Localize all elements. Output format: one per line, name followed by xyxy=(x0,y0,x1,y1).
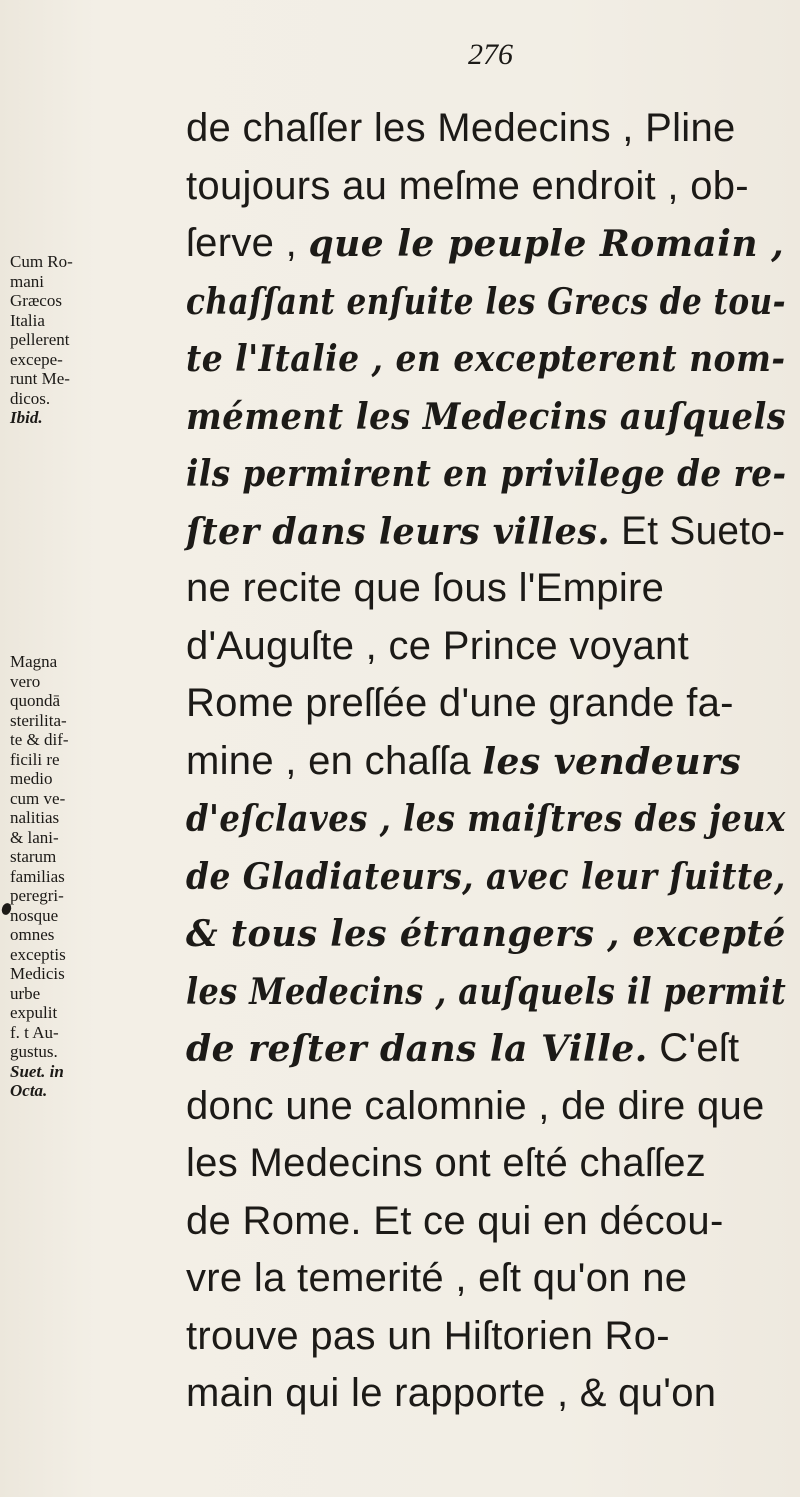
margin-note-line: Italia xyxy=(10,310,45,330)
text-line xyxy=(186,1135,796,1193)
italic-segment: de reſter dans la Ville. xyxy=(186,1028,648,1070)
roman-segment: mine , en chaſſa xyxy=(186,738,483,783)
roman-segment: Rome preſſée d'une grande fa- xyxy=(186,681,734,725)
text-line xyxy=(186,1193,796,1251)
margin-note-line: runt Me- xyxy=(10,369,70,388)
roman-segment: Et Sueto- xyxy=(610,508,786,553)
margin-note-line: f. t Au- xyxy=(10,1022,59,1042)
margin-note-line: Cum Ro- xyxy=(10,252,73,271)
roman-segment: donc une calomnie , de dire que xyxy=(186,1083,765,1128)
text-line xyxy=(186,273,786,331)
margin-note-line: peregri- xyxy=(10,886,64,905)
roman-segment: trouve pas un Hiſtorien Ro- xyxy=(186,1313,670,1358)
roman-segment: de chaſſer les Medecins , Pline xyxy=(186,106,736,150)
roman-segment: toujours au meſme endroit , ob- xyxy=(186,163,749,208)
text-line xyxy=(186,388,787,446)
margin-note-line: sterilita- xyxy=(10,710,67,730)
text-line xyxy=(186,790,786,848)
italic-segment: les vendeurs xyxy=(482,740,742,783)
italic-segment: ils permirent en privilege de re- xyxy=(186,453,787,495)
roman-segment: vre la temerité , eſt qu'on ne xyxy=(186,1256,688,1300)
roman-segment: de Rome. Et ce qui en décou- xyxy=(186,1198,724,1243)
text-line xyxy=(186,905,786,963)
italic-segment: mément les Medecins auſquels xyxy=(186,395,787,438)
margin-note-line: te & dif- xyxy=(10,730,69,749)
text-line xyxy=(186,1308,796,1366)
text-line xyxy=(186,848,786,906)
margin-note-line: pellerent xyxy=(10,330,70,349)
text-line xyxy=(186,158,796,216)
italic-segment: & tous les étrangers , excepté xyxy=(186,913,786,955)
margin-note-line: excepe- xyxy=(10,349,63,369)
margin-note-line: quondā xyxy=(10,691,61,710)
margin-note-line: nosque xyxy=(10,905,59,925)
margin-note-line: Suet. in xyxy=(10,1061,64,1081)
margin-note-line: Ibid. xyxy=(10,408,43,427)
margin-note-line: mani xyxy=(10,271,44,291)
italic-segment: ſter dans leurs villes. xyxy=(186,510,611,553)
italic-segment: que le peuple Romain , xyxy=(308,223,785,265)
text-line xyxy=(186,1365,796,1423)
margin-note-1 xyxy=(10,252,180,428)
text-line xyxy=(186,675,796,733)
italic-segment: de Gladiateurs, avec leur ſuitte, xyxy=(186,855,786,898)
roman-segment: ne recite que ſous l'Empire xyxy=(186,566,665,610)
margin-note-line: ficili re xyxy=(10,749,60,769)
main-text-column xyxy=(186,100,796,1423)
text-line xyxy=(186,100,796,158)
margin-note-line: omnes xyxy=(10,925,55,944)
margin-note-line: & lani- xyxy=(10,827,59,847)
text-line xyxy=(186,733,796,791)
margin-note-line: nalitias xyxy=(10,808,60,827)
margin-note-line: Græcos xyxy=(10,291,62,310)
text-line xyxy=(186,618,796,676)
margin-note-line: urbe xyxy=(10,983,41,1003)
margin-note-line: Medicis xyxy=(10,964,65,983)
text-line xyxy=(186,560,796,618)
text-line xyxy=(186,1020,796,1078)
roman-segment: main qui le rapporte , & qu'on xyxy=(186,1371,717,1415)
italic-segment: d'eſclaves , les maiſtres des jeux xyxy=(186,798,786,840)
text-line xyxy=(186,1250,796,1308)
margin-note-line: gustus. xyxy=(10,1042,58,1061)
page-number: 276 xyxy=(468,38,513,71)
margin-note-line: exceptis xyxy=(10,944,66,964)
text-line xyxy=(186,445,787,503)
text-line xyxy=(186,330,786,388)
text-line xyxy=(186,215,796,273)
margin-note-line: expulit xyxy=(10,1003,58,1022)
margin-note-line: medio xyxy=(10,769,53,788)
margin-note-line: vero xyxy=(10,671,41,691)
margin-note-line: dicos. xyxy=(10,388,51,408)
roman-segment: ſerve , xyxy=(186,221,309,265)
text-line xyxy=(186,503,786,561)
roman-segment: C'eſt xyxy=(647,1026,740,1070)
italic-segment: les Medecins , auſquels il permit xyxy=(186,970,787,1013)
text-line xyxy=(186,1078,796,1136)
italic-segment: chaſſant enſuite les Grecs de tou- xyxy=(186,280,786,323)
text-line xyxy=(186,963,787,1021)
margin-note-line: Octa. xyxy=(10,1081,48,1100)
margin-note-line: starum xyxy=(10,847,57,866)
margin-note-2 xyxy=(10,652,180,1101)
margin-note-line: familias xyxy=(10,866,65,886)
roman-segment: d'Auguſte , ce Prince voyant xyxy=(186,623,689,668)
roman-segment: les Medecins ont eſté chaſſez xyxy=(186,1141,707,1185)
margin-note-line: cum ve- xyxy=(10,788,66,808)
margin-note-line: Magna xyxy=(10,652,58,671)
italic-segment: te l'Italie , en excepterent nom- xyxy=(186,338,786,380)
